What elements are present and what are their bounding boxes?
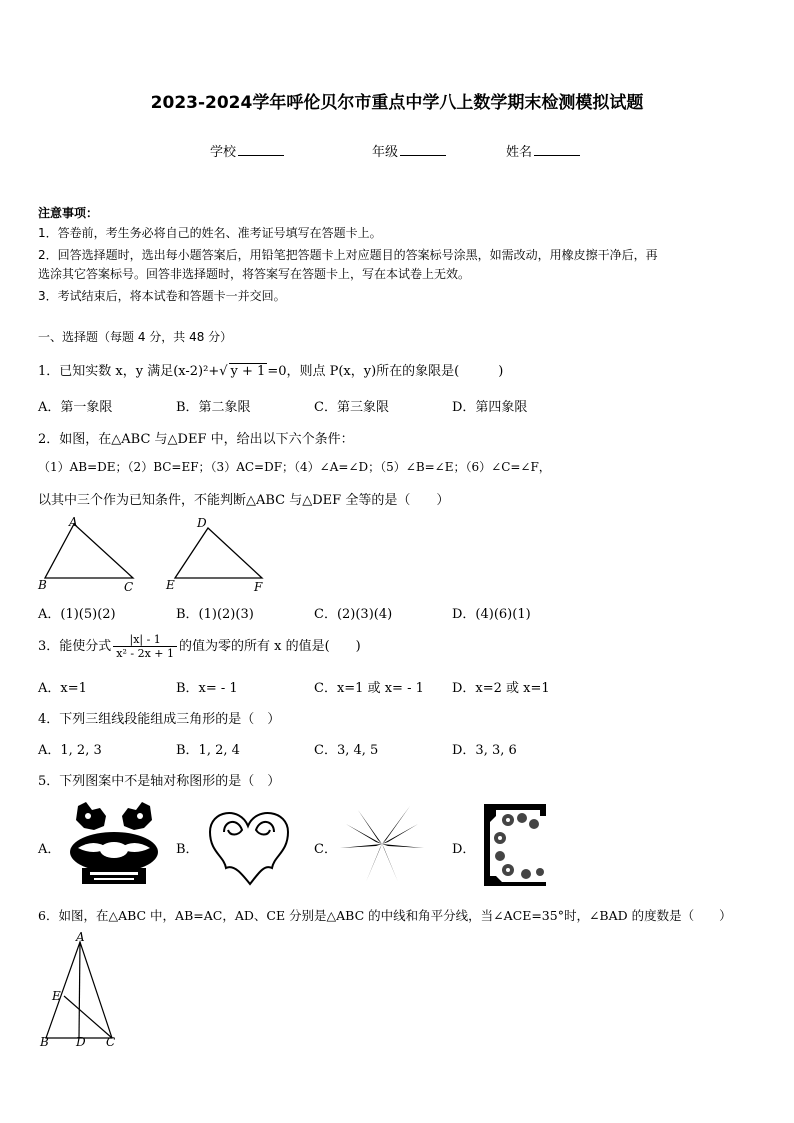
triangle-def xyxy=(175,528,262,578)
q1-option-c[interactable]: C．第三象限 xyxy=(314,400,389,415)
q3-denominator: x² - 2x + 1 xyxy=(116,647,175,660)
q2-triangles-figure xyxy=(30,514,290,596)
label-f: F xyxy=(254,580,263,594)
grade-label: 年级 xyxy=(372,145,399,160)
q6-triangle-figure xyxy=(36,932,126,1048)
q5-option-d[interactable]: D． xyxy=(452,842,476,857)
grade-blank xyxy=(400,145,446,156)
name-field xyxy=(506,141,580,160)
question-2-stem2: 以其中三个作为已知条件，不能判断△ABC 与△DEF 全等的是（ ） xyxy=(38,493,450,508)
q5-option-a[interactable]: A． xyxy=(38,842,61,857)
q4-option-c[interactable]: C．3, 4, 5 xyxy=(314,743,379,758)
q3-option-d[interactable]: D．x=2 或 x=1 xyxy=(452,681,550,696)
notes-heading: 注意事项： xyxy=(38,206,99,220)
note-2a: 2．回答选择题时，选出每小题答案后，用铅笔把答题卡上对应题目的答案标号涂黑，如需改动，用橡皮擦干净后，再 xyxy=(38,248,658,262)
grade-field xyxy=(372,141,446,160)
section-heading: 一、选择题（每题 4 分，共 48 分） xyxy=(38,330,233,344)
label-e: E xyxy=(166,578,175,592)
q5-pattern-d-icon xyxy=(482,802,548,886)
name-blank xyxy=(534,145,580,156)
q1-option-b[interactable]: B．第二象限 xyxy=(176,400,251,415)
q3-numerator: |x| - 1 xyxy=(113,633,177,647)
q6-label-e: E xyxy=(52,989,61,1003)
note-3: 3．考试结束后，将本试卷和答题卡一并交回。 xyxy=(38,289,286,303)
label-c: C xyxy=(124,580,134,594)
name-label: 姓名 xyxy=(506,145,533,160)
question-2-conditions: （1）AB=DE；（2）BC=EF；（3）AC=DF；（4）∠A=∠D；（5）∠B=∠E；（6）∠C=∠F， xyxy=(38,460,551,474)
label-d: D xyxy=(197,516,207,530)
q5-option-b[interactable]: B． xyxy=(176,842,199,857)
school-field xyxy=(210,141,284,160)
q5-pattern-a-icon xyxy=(64,800,164,888)
q2-option-c[interactable]: C．(2)(3)(4) xyxy=(314,607,393,622)
q2-option-d[interactable]: D．(4)(6)(1) xyxy=(452,607,531,622)
label-b: B xyxy=(38,578,47,592)
question-3 xyxy=(38,633,361,660)
school-label: 学校 xyxy=(210,145,237,160)
note-1: 1．答卷前，考生务必将自己的姓名、准考证号填写在答题卡上。 xyxy=(38,226,382,240)
sqrt-sign: √ xyxy=(219,364,228,379)
question-6: 6．如图，在△ABC 中，AB=AC，AD、CE 分别是△ABC 的中线和角平分线，当∠ACE=35°时，∠BAD 的度数是（ ） xyxy=(38,908,732,923)
question-1 xyxy=(38,360,503,379)
q5-option-c[interactable]: C． xyxy=(314,842,337,857)
q1-option-d[interactable]: D．第四象限 xyxy=(452,400,528,415)
q3-option-b[interactable]: B．x= - 1 xyxy=(176,681,238,696)
q3-pre: 3．能使分式 xyxy=(38,639,112,654)
q1-option-a[interactable]: A．第一象限 xyxy=(38,400,113,415)
q1-sqrt: y + 1 xyxy=(230,364,266,379)
note-2b: 选涂其它答案标号。回答非选择题时，将答案写在答题卡上，写在本试卷上无效。 xyxy=(38,267,471,281)
q6-label-c: C xyxy=(106,1035,116,1049)
q1-post: =0，则点 P(x，y)所在的象限是( ) xyxy=(267,364,504,379)
q3-option-c[interactable]: C．x=1 或 x= - 1 xyxy=(314,681,424,696)
question-2-stem: 2．如图，在△ABC 与△DEF 中，给出以下六个条件： xyxy=(38,432,354,447)
q5-pattern-c-icon xyxy=(336,804,428,884)
triangle-abc xyxy=(45,524,133,578)
q4-option-a[interactable]: A．1, 2, 3 xyxy=(38,743,102,758)
q2-option-b[interactable]: B．(1)(2)(3) xyxy=(176,607,254,622)
q2-option-a[interactable]: A．(1)(5)(2) xyxy=(38,607,116,622)
q6-label-a: A xyxy=(76,930,85,944)
q6-label-b: B xyxy=(40,1035,49,1049)
q3-post: 的值为零的所有 x 的值是( ) xyxy=(179,639,361,654)
median-ad xyxy=(79,942,80,1038)
q3-fraction xyxy=(113,633,177,660)
q4-option-d[interactable]: D．3, 3, 6 xyxy=(452,743,517,758)
question-5: 5．下列图案中不是轴对称图形的是（ ） xyxy=(38,774,281,789)
q1-pre: 1．已知实数 x，y 满足(x-2)²+ xyxy=(38,364,220,379)
school-blank xyxy=(238,145,284,156)
question-4: 4．下列三组线段能组成三角形的是（ ） xyxy=(38,712,281,727)
q6-label-d: D xyxy=(76,1035,86,1049)
page-title: 2023-2024学年呼伦贝尔市重点中学八上数学期末检测模拟试题 xyxy=(150,93,644,113)
q3-option-a[interactable]: A．x=1 xyxy=(38,681,87,696)
q5-pattern-b-icon xyxy=(202,802,298,888)
label-a: A xyxy=(69,515,78,529)
q4-option-b[interactable]: B．1, 2, 4 xyxy=(176,743,240,758)
